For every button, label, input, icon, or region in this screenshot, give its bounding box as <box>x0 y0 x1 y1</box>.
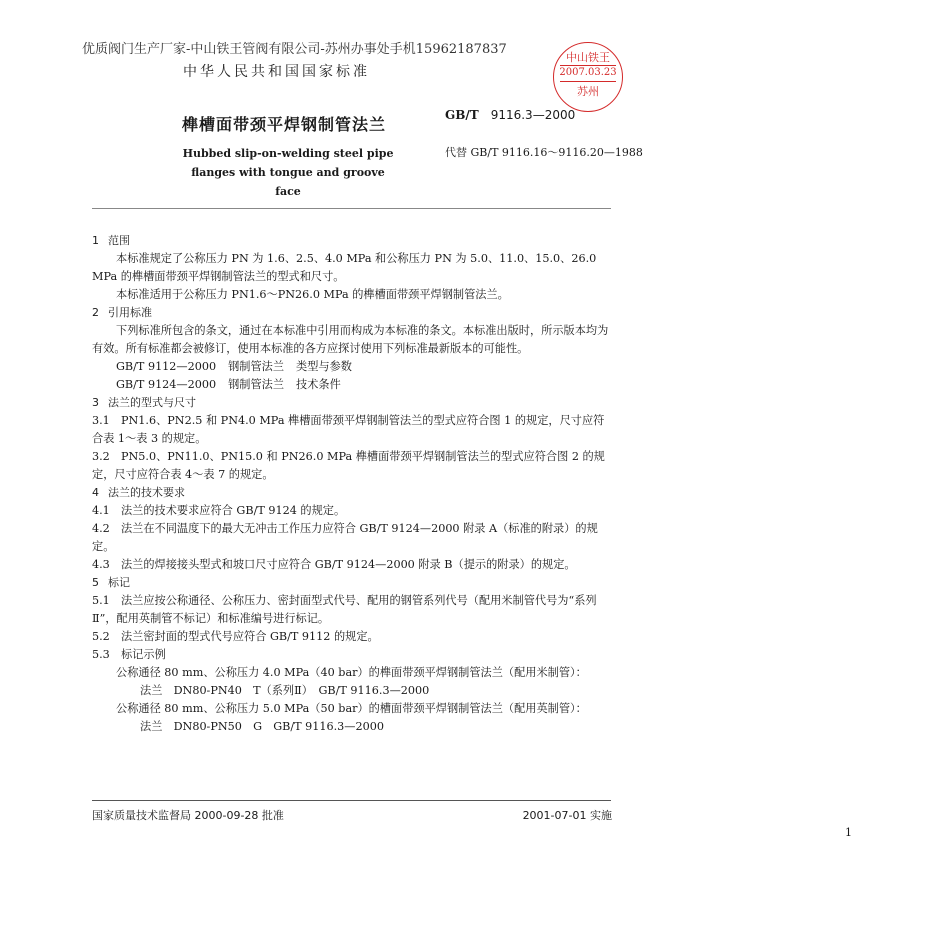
section-heading <box>92 304 614 322</box>
clause: 4.3 法兰的焊接接头型式和坡口尺寸应符合 GB/T 9124—2000 附录 B（提示的附录）的规定。 <box>92 558 576 571</box>
header-rule <box>92 208 611 209</box>
section-heading <box>92 484 614 502</box>
clause: 4.2 法兰在不同温度下的最大无冲击工作压力应符合 GB/T 9124—2000 附录 A（标准的附录）的规定。 <box>92 522 598 553</box>
section-title: 引用标准 <box>108 306 152 319</box>
red-seal-stamp <box>553 42 623 112</box>
page-number: 1 <box>845 826 852 839</box>
paragraph: 下列标准所包含的条文，通过在本标准中引用而构成为本标准的条文。本标准出版时，所示版本均为有效。所有标准都会被修订，使用本标准的各方应探讨使用下列标准最新版本的可能性。 <box>92 324 609 355</box>
stamp-line-3: 苏州 <box>577 85 599 98</box>
approval-date: 国家质量技术监督局 2000-09-28 批准 <box>92 809 284 822</box>
section-number: 1 <box>92 234 99 247</box>
ref-code: GB/T 9112—2000 <box>116 360 217 373</box>
section-title: 法兰的型式与尺寸 <box>108 396 196 409</box>
section-title: 法兰的技术要求 <box>108 486 185 499</box>
header-note: 优质阀门生产厂家-中山铁王管阀有限公司-苏州办事处手机15962187837 <box>82 42 507 57</box>
replaces-note: 代替 GB/T 9116.16～9116.20—1988 <box>445 146 643 159</box>
standard-category: 中华人民共和国国家标准 <box>183 64 370 80</box>
example-text: 公称通径 80 mm、公称压力 5.0 MPa（50 bar）的槽面带颈平焊钢制管法兰（配用英制管）： <box>116 702 587 715</box>
stamp-divider <box>560 65 616 66</box>
section-heading <box>92 394 614 412</box>
standard-code: GB/T <box>445 108 479 122</box>
example-marking: 法兰 DN80-PN50 G GB/T 9116.3—2000 <box>140 720 384 733</box>
section-title: 标记 <box>108 576 130 589</box>
section-number: 4 <box>92 486 99 499</box>
implementation-date: 2001-07-01 实施 <box>522 809 612 822</box>
standard-number-value: 9116.3—2000 <box>490 108 576 122</box>
paragraph: 本标准适用于公称压力 PN1.6～PN26.0 MPa 的榫槽面带颈平焊钢制管法兰。 <box>116 288 509 301</box>
ref-name: 钢制管法兰 <box>228 378 285 391</box>
ref-code: GB/T 9124—2000 <box>116 378 217 391</box>
section-heading <box>92 574 614 592</box>
paragraph: 本标准规定了公称压力 PN 为 1.6、2.5、4.0 MPa 和公称压力 PN 为 5.0、11.0、15.0、26.0 MPa 的榫槽面带颈平焊钢制管法兰的型式和尺寸。 <box>92 252 597 283</box>
document-title-cn: 榫槽面带颈平焊钢制管法兰 <box>182 115 387 134</box>
ref-name: 钢制管法兰 <box>228 360 285 373</box>
section-number: 5 <box>92 576 99 589</box>
section-number: 2 <box>92 306 99 319</box>
example-text: 公称通径 80 mm、公称压力 4.0 MPa（40 bar）的榫面带颈平焊钢制管法兰（配用米制管）： <box>116 666 587 679</box>
section-title: 范围 <box>108 234 130 247</box>
clause: 3.1 PN1.6、PN2.5 和 PN4.0 MPa 榫槽面带颈平焊钢制管法兰的型式应符合图 1 的规定，尺寸应符合表 1～表 3 的规定。 <box>92 414 605 445</box>
clause: 5.3 标记示例 <box>92 648 166 661</box>
reference-item <box>92 358 614 376</box>
example-marking: 法兰 DN80-PN40 T（系列Ⅱ） GB/T 9116.3—2000 <box>140 684 430 697</box>
document-body <box>92 232 614 736</box>
ref-desc: 技术条件 <box>296 378 341 391</box>
clause: 3.2 PN5.0、PN11.0、PN15.0 和 PN26.0 MPa 榫槽面带颈平焊钢制管法兰的型式应符合图 2 的规定，尺寸应符合表 4～表 7 的规定。 <box>92 450 605 481</box>
clause: 4.1 法兰的技术要求应符合 GB/T 9124 的规定。 <box>92 504 346 517</box>
clause: 5.1 法兰应按公称通径、公称压力、密封面型式代号、配用的钢管系列代号（配用米制管代号为“系列Ⅱ”，配用英制管不标记）和标准编号进行标记。 <box>92 594 597 625</box>
stamp-line-1: 中山铁王 <box>566 51 610 64</box>
section-heading <box>92 232 614 250</box>
reference-item <box>92 376 614 394</box>
stamp-line-2: 2007.03.23 <box>559 67 617 78</box>
stamp-divider <box>560 81 616 82</box>
ref-desc: 类型与参数 <box>296 360 352 373</box>
section-number: 3 <box>92 396 99 409</box>
footer-rule <box>92 800 611 801</box>
clause: 5.2 法兰密封面的型式代号应符合 GB/T 9112 的规定。 <box>92 630 379 643</box>
document-title-en: Hubbed slip-on-welding steel pipe flanges with tongue and groove face <box>182 147 394 198</box>
standard-number <box>445 108 575 122</box>
